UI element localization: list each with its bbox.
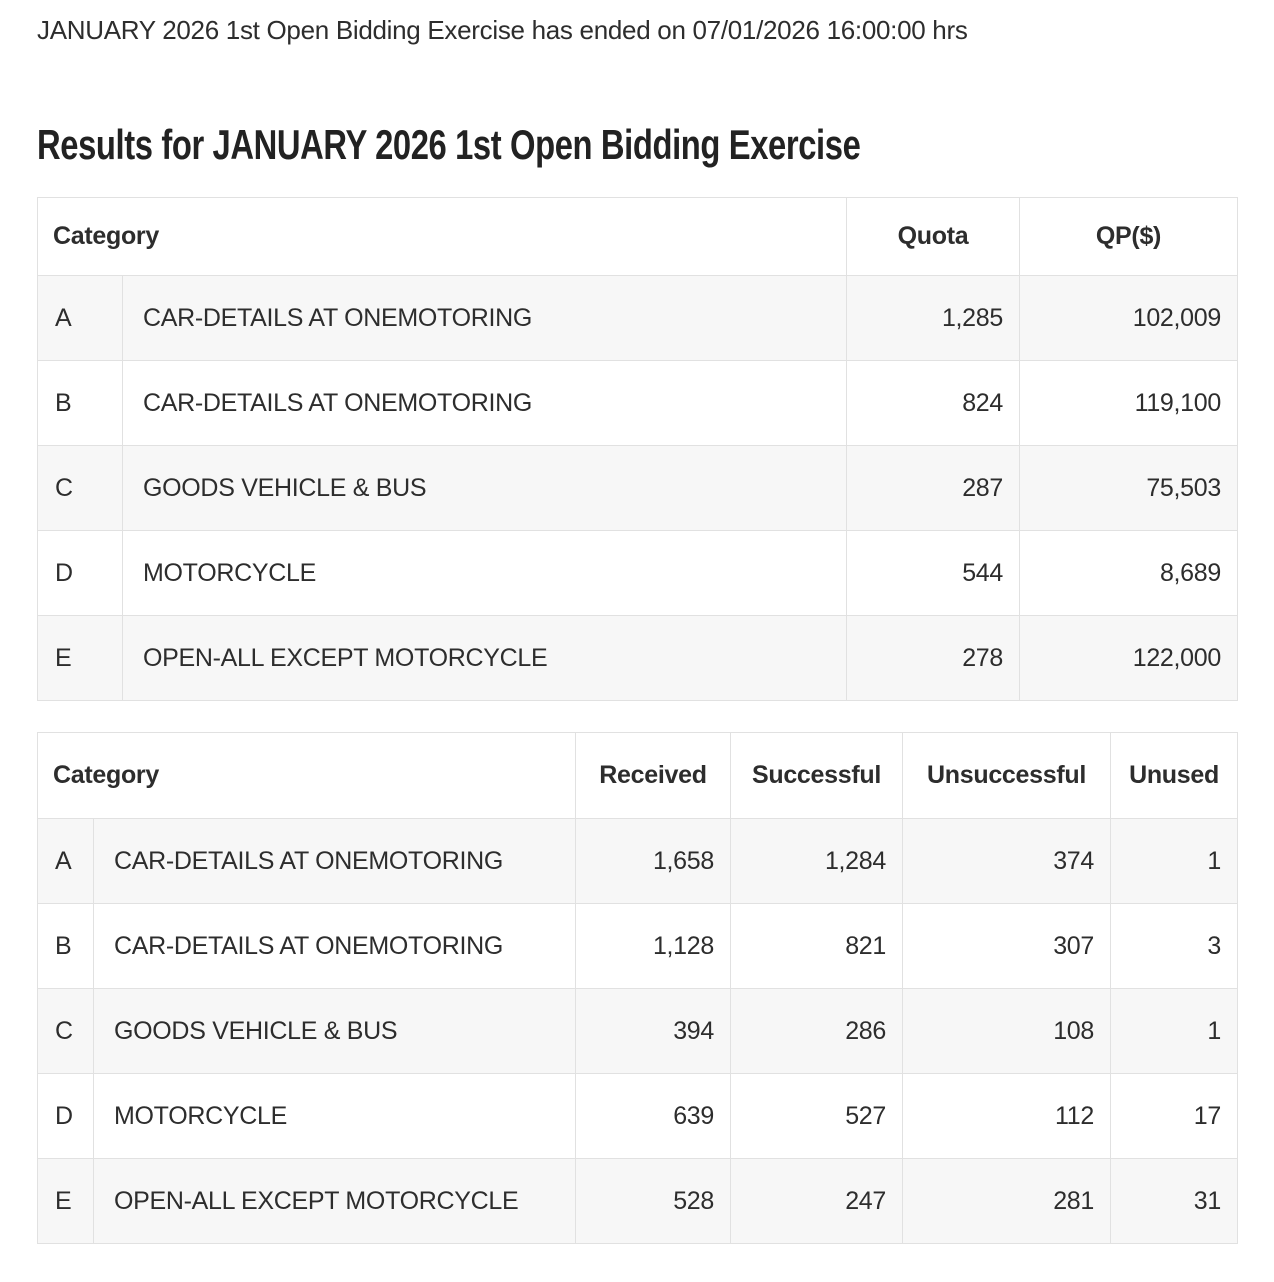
quota-header-quota: Quota <box>847 198 1020 276</box>
category-code-cell: E <box>38 1159 94 1244</box>
unsuccessful-cell: 281 <box>903 1159 1111 1244</box>
received-cell: 528 <box>576 1159 731 1244</box>
table-row <box>38 989 1238 1074</box>
unused-cell: 17 <box>1111 1074 1238 1159</box>
category-description-cell: OPEN-ALL EXCEPT MOTORCYCLE <box>123 616 847 701</box>
table-row <box>38 819 1238 904</box>
successful-cell: 1,284 <box>731 819 903 904</box>
unused-cell: 31 <box>1111 1159 1238 1244</box>
unsuccessful-cell: 374 <box>903 819 1111 904</box>
qp-cell: 102,009 <box>1020 276 1238 361</box>
successful-cell: 527 <box>731 1074 903 1159</box>
successful-cell: 821 <box>731 904 903 989</box>
category-description-cell: GOODS VEHICLE & BUS <box>123 446 847 531</box>
table-row <box>38 1074 1238 1159</box>
bids-header-successful: Successful <box>731 733 903 819</box>
quota-cell: 278 <box>847 616 1020 701</box>
category-description-cell: MOTORCYCLE <box>94 1074 576 1159</box>
successful-cell: 286 <box>731 989 903 1074</box>
quota-cell: 544 <box>847 531 1020 616</box>
category-code-cell: D <box>38 1074 94 1159</box>
successful-cell: 247 <box>731 1159 903 1244</box>
category-code-cell: C <box>38 989 94 1074</box>
received-cell: 1,128 <box>576 904 731 989</box>
category-code-cell: B <box>38 361 123 446</box>
category-description-cell: CAR-DETAILS AT ONEMOTORING <box>94 904 576 989</box>
quota-cell: 824 <box>847 361 1020 446</box>
table-row <box>38 904 1238 989</box>
category-description-cell: OPEN-ALL EXCEPT MOTORCYCLE <box>94 1159 576 1244</box>
category-description-cell: CAR-DETAILS AT ONEMOTORING <box>123 361 847 446</box>
category-description-cell: MOTORCYCLE <box>123 531 847 616</box>
unused-cell: 3 <box>1111 904 1238 989</box>
bids-table <box>37 732 1238 1244</box>
table-row <box>38 446 1238 531</box>
bids-header-category: Category <box>38 733 576 819</box>
quota-header-qp: QP($) <box>1020 198 1238 276</box>
qp-cell: 119,100 <box>1020 361 1238 446</box>
category-code-cell: E <box>38 616 123 701</box>
received-cell: 394 <box>576 989 731 1074</box>
unused-cell: 1 <box>1111 989 1238 1074</box>
table-row <box>38 361 1238 446</box>
quota-table-header-row <box>38 198 1238 276</box>
quota-cell: 1,285 <box>847 276 1020 361</box>
unsuccessful-cell: 307 <box>903 904 1111 989</box>
received-cell: 639 <box>576 1074 731 1159</box>
received-cell: 1,658 <box>576 819 731 904</box>
table-row <box>38 616 1238 701</box>
quota-header-category: Category <box>38 198 847 276</box>
category-code-cell: A <box>38 819 94 904</box>
category-description-cell: CAR-DETAILS AT ONEMOTORING <box>94 819 576 904</box>
category-description-cell: CAR-DETAILS AT ONEMOTORING <box>123 276 847 361</box>
unsuccessful-cell: 108 <box>903 989 1111 1074</box>
quota-table <box>37 197 1238 701</box>
bids-header-unused: Unused <box>1111 733 1238 819</box>
category-code-cell: A <box>38 276 123 361</box>
exercise-ended-notice: JANUARY 2026 1st Open Bidding Exercise has ended on 07/01/2026 16:00:00 hrs <box>37 15 968 45</box>
category-description-cell: GOODS VEHICLE & BUS <box>94 989 576 1074</box>
page-title: Results for JANUARY 2026 1st Open Bidding Exercise <box>37 121 861 168</box>
unused-cell: 1 <box>1111 819 1238 904</box>
table-row <box>38 1159 1238 1244</box>
qp-cell: 75,503 <box>1020 446 1238 531</box>
page-content <box>0 12 1274 1244</box>
category-code-cell: D <box>38 531 123 616</box>
quota-cell: 287 <box>847 446 1020 531</box>
qp-cell: 122,000 <box>1020 616 1238 701</box>
unsuccessful-cell: 112 <box>903 1074 1111 1159</box>
bids-header-received: Received <box>576 733 731 819</box>
table-row <box>38 531 1238 616</box>
bids-header-unsuccessful: Unsuccessful <box>903 733 1111 819</box>
category-code-cell: C <box>38 446 123 531</box>
bids-table-header-row <box>38 733 1238 819</box>
category-code-cell: B <box>38 904 94 989</box>
qp-cell: 8,689 <box>1020 531 1238 616</box>
table-row <box>38 276 1238 361</box>
